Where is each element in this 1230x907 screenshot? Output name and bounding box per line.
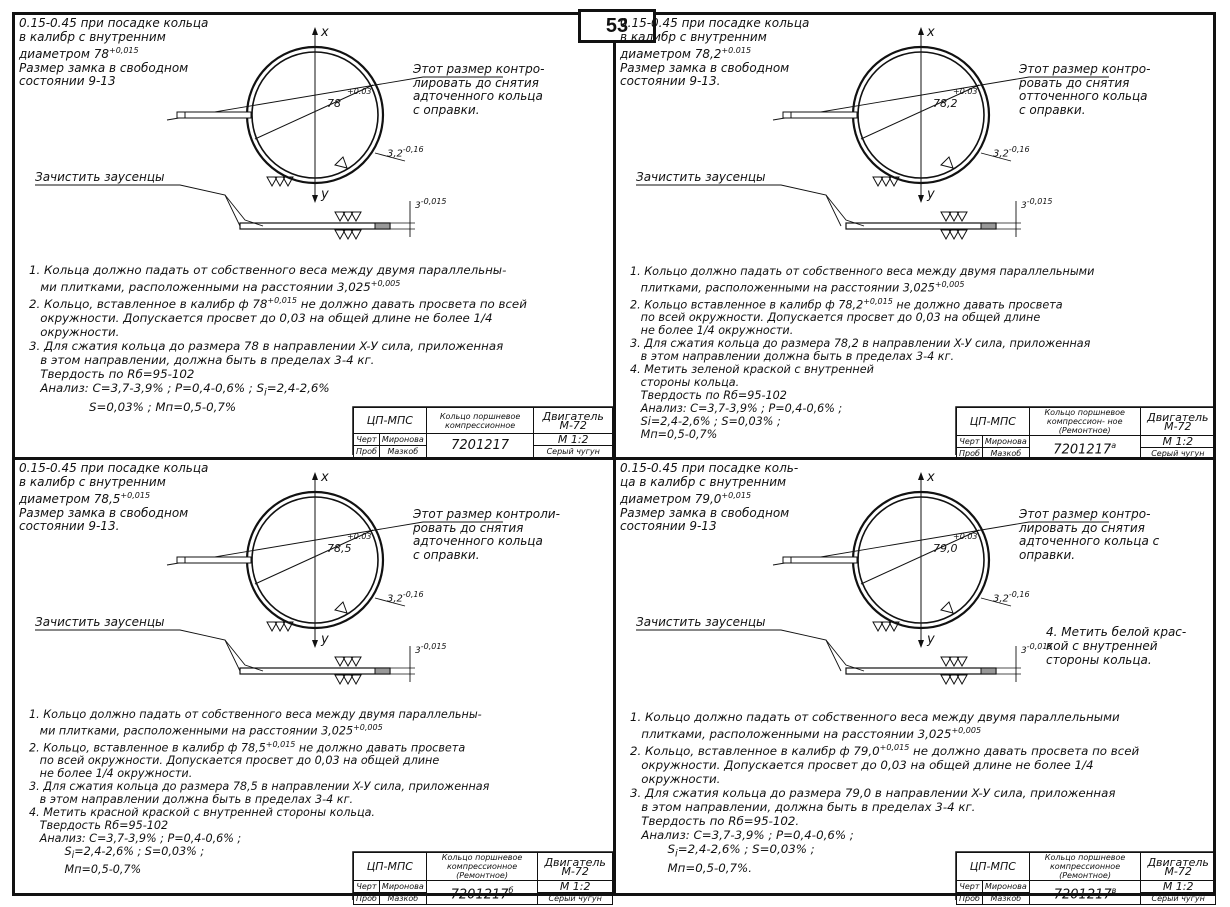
note-line: 1. Кольца должно падать от собственного веса между двумя параллельны-: [29, 263, 507, 277]
axis-x-label: x: [927, 25, 935, 40]
axis-y-arrow: [312, 195, 318, 203]
radial-label: $3,2^{-0,16}$: [387, 590, 424, 605]
drawing-tl: [15, 15, 618, 460]
axis-y-label: y: [321, 632, 329, 647]
notes-block: [630, 710, 1139, 875]
title-number: $7201217^б$: [426, 881, 538, 905]
finish-marks-bottom: [941, 675, 967, 684]
axis-x-arrow: [918, 27, 924, 35]
note-line: в этом направлении должна быть в пределах 3-4 кг.: [29, 793, 354, 807]
title-scale: М 1:2: [538, 881, 613, 893]
height-label: $3^{-0,015}$: [415, 642, 447, 656]
deburr-leader: [35, 630, 240, 671]
axis-x-label: x: [927, 470, 935, 485]
height-label: $3^{-0,015}$: [415, 197, 447, 211]
title-org: ЦП-МПС: [354, 853, 427, 881]
note-line: в этом направлении, должна быть в пределах 3-4 кг.: [29, 352, 375, 367]
note-line: ми плитками, расположенными на расстоянии $3,025^{+0,005}$: [29, 279, 401, 294]
note-line: Мп=0,5-0,7%: [630, 428, 718, 442]
lock-gap: [783, 112, 857, 118]
deburr-label: Зачистить заусенцы: [35, 170, 165, 184]
deburr-leader: [636, 630, 841, 671]
title-drawn: Черт: [354, 881, 380, 893]
right-note: Этот размер контроли- ровать до снятия адточенного кольца с оправки.: [413, 507, 560, 562]
note-line: Анализ: С=3,7-3,9% ; Р=0,4-0,6% ;: [630, 402, 843, 416]
diameter-label: 78,2: [933, 97, 958, 110]
ring-cross-section-hatch: [981, 223, 996, 229]
deburr-leader-fan: [225, 195, 263, 226]
finish-mark-triangle: [941, 602, 953, 613]
diameter-label: 78: [327, 97, 341, 110]
note-line: Анализ: С=3,7-3,9% ; Р=0,4-0,6% ; $S_i=2,4-2,6\%$: [29, 380, 330, 399]
top-note: 0.15-0.45 при посадке кольца в калибр с внутренним диаметром $78,2^{+0.015}$ Размер замка в свободном состоянии 9-13.: [620, 16, 810, 88]
title-drawn-name: Миронова: [982, 436, 1029, 448]
top-note: 0.15-0.45 при посадке кольца в калибр с внутренним диаметром $78,5^{+0,015}$ Размер замка в свободном состоянии 9-13.: [19, 461, 209, 533]
title-block: [956, 407, 1216, 460]
title-part-name: Кольцо поршневое компрессионное: [426, 408, 534, 434]
title-checked-name: Мазкоб: [982, 448, 1029, 460]
top-note: 0.15-0.45 при посадке коль- ца в калибр с внутренним диаметром $79,0^{+0,015}$ Размер замка в свободном состоянии 9-13: [620, 461, 799, 533]
diameter-label: 78,5: [327, 542, 352, 555]
lock-gap: [177, 112, 251, 118]
title-material: Серый чугун: [1141, 893, 1216, 905]
drawing-tr: [616, 15, 1219, 460]
note-line: 2. Кольцо вставленное в калибр ф $78,2^{+0,015}$ не должно давать просвета: [630, 296, 1063, 312]
radial-label: $3,2^{-0,16}$: [387, 145, 424, 160]
note-line: не более 1/4 окружности.: [29, 767, 193, 781]
notes-block: [29, 263, 527, 414]
title-scale: М 1:2: [1141, 881, 1216, 893]
title-checked: Проб: [354, 893, 380, 905]
finish-marks-bottom: [335, 230, 361, 239]
title-checked: Проб: [957, 893, 983, 905]
note-line: S=0,03% ; Мп=0,5-0,7%: [29, 400, 237, 415]
note-line: 3. Для сжатия кольца до размера 78,2 в направлении X-У сила, приложенная: [630, 337, 1091, 351]
finish-marks-bottom: [941, 230, 967, 239]
deburr-label: Зачистить заусенцы: [636, 170, 766, 184]
deburr-leader: [35, 185, 240, 226]
ring-cross-section: [846, 668, 996, 674]
finish-marks-top: [335, 657, 361, 666]
top-note: 0.15-0.45 при посадке кольца в калибр с внутренним диаметром $78^{+0,015}$ Размер замка в свободном состоянии 9-13: [19, 16, 209, 88]
note-line: по всей окружности. Допускается просвет до 0,03 на общей длине: [630, 311, 1041, 325]
title-part-name: Кольцо поршневое компрессионное (Ремонтное): [426, 853, 538, 881]
ring-cross-section-hatch: [375, 668, 390, 674]
title-org: ЦП-МПС: [957, 853, 1030, 881]
radial-label: $3,2^{-0,16}$: [993, 145, 1030, 160]
title-number: 7201217: [426, 434, 534, 458]
note-line: окружности.: [29, 324, 120, 339]
title-scale: М 1:2: [1140, 436, 1215, 448]
note-line: 3. Для сжатия кольца до размера 79,0 в направлении X-У сила, приложенная: [630, 785, 1116, 800]
title-block: [956, 852, 1216, 905]
lock-gap: [177, 557, 251, 563]
deburr-label: Зачистить заусенцы: [636, 615, 766, 629]
finish-mark-triangle: [941, 157, 953, 168]
axis-x-label: x: [321, 25, 329, 40]
note-line: Si=2,4-2,6% ; S=0,03% ;: [630, 415, 781, 429]
note-line: стороны кольца.: [630, 376, 740, 390]
ring-cross-section: [846, 223, 996, 229]
diameter-label: 79,0: [933, 542, 958, 555]
notes-block: [29, 708, 489, 876]
note-line: Твердость Rб=95-102: [29, 819, 169, 833]
axis-y-arrow: [918, 195, 924, 203]
tolerance-small: +0.03: [953, 532, 978, 541]
note-line: в этом направлении должна быть в пределах 3-4 кг.: [630, 350, 955, 364]
title-drawn-name: Миронова: [379, 881, 426, 893]
note-line: Твердость по Rб=95-102: [29, 366, 195, 381]
title-checked: Проб: [957, 448, 983, 460]
right-note: Этот размер контро- лировать до снятия адточенного кольца с оправки.: [413, 62, 545, 117]
note-line: ми плитками, расположенными на расстоянии $3,025^{+0,005}$: [29, 723, 383, 738]
note-line: окружности. Допускается просвет до 0,03 на общей длине не более 1/4: [630, 757, 1094, 772]
deburr-label: Зачистить заусенцы: [35, 615, 165, 629]
title-part-name: Кольцо поршневое компрессионное (Ремонтное): [1029, 853, 1141, 881]
note-line: Твердость по Rб=95-102: [630, 389, 787, 403]
title-checked-name: Мазкоб: [982, 893, 1029, 905]
title-scale: М 1:2: [534, 434, 613, 446]
title-drawn-name: Миронова: [379, 434, 426, 446]
title-org: ЦП-МПС: [957, 408, 1030, 436]
deburr-leader-fan: [225, 640, 263, 671]
title-drawn: Черт: [957, 436, 983, 448]
note-line: Твердость по Rб=95-102.: [630, 813, 800, 828]
note-line: 4. Метить красной краской с внутренней стороны кольца.: [29, 806, 375, 820]
ring-cross-section-hatch: [375, 223, 390, 229]
mark-note: 4. Метить белой крас- кой с внутренней стороны кольца.: [1046, 625, 1187, 667]
title-drawn-name: Миронова: [982, 881, 1029, 893]
deburr-leader-fan: [826, 640, 864, 671]
note-line: Анализ: С=3,7-3,9% ; Р=0,4-0,6% ;: [630, 827, 854, 842]
drawing-br: [616, 460, 1219, 905]
note-line: Мп=0,5-0,7%.: [630, 861, 753, 876]
tolerance-small: +0.03: [347, 87, 372, 96]
title-engine: Двигатель М-72: [1140, 408, 1215, 436]
finish-marks-bottom: [335, 675, 361, 684]
radial-label: $3,2^{-0,16}$: [993, 590, 1030, 605]
title-block: [353, 407, 613, 458]
height-label: $3^{-0,015}$: [1021, 642, 1053, 656]
title-org: ЦП-МПС: [354, 408, 427, 434]
height-label: $3^{-0,015}$: [1021, 197, 1053, 211]
axis-y-arrow: [312, 640, 318, 648]
axis-x-arrow: [312, 472, 318, 480]
title-drawn: Черт: [354, 434, 380, 446]
title-material: Серый чугун: [534, 446, 613, 458]
tolerance-small: +0.03: [347, 532, 372, 541]
note-line: плитками, расположенными на расстоянии $3,025^{+0,005}$: [630, 726, 982, 741]
axis-y-arrow: [918, 640, 924, 648]
note-line: 1. Кольцо должно падать от собственного веса между двумя параллельны-: [29, 708, 482, 721]
title-material: Серый чугун: [538, 893, 613, 905]
title-checked-name: Мазкоб: [379, 893, 426, 905]
ring-cross-section-hatch: [981, 668, 996, 674]
finish-mark-triangle: [335, 602, 347, 613]
note-line: Анализ: С=3,7-3,9% ; Р=0,4-0,6% ;: [29, 832, 242, 846]
note-line: 3. Для сжатия кольца до размера 78 в направлении X-У сила, приложенная: [29, 338, 504, 353]
drawing-bl: [15, 460, 618, 905]
finish-mark-triangle: [335, 157, 347, 168]
axis-y-label: y: [927, 187, 935, 202]
title-checked: Проб: [354, 446, 380, 458]
page-number: 53: [578, 9, 656, 43]
note-line: по всей окружности. Допускается просвет до 0,03 на общей длине: [29, 754, 440, 768]
note-line: Мп=0,5-0,7%: [29, 862, 142, 876]
title-part-name: Кольцо поршневое компрессион- ное (Ремонтное): [1029, 408, 1140, 436]
axis-x-label: x: [321, 470, 329, 485]
right-note: Этот размер контро- лировать до снятия адточенного кольца с оправки.: [1019, 507, 1160, 562]
title-material: Серый чугун: [1140, 448, 1215, 460]
axis-y-label: y: [321, 187, 329, 202]
title-number: $7201217^а$: [1029, 436, 1140, 460]
note-line: 2. Кольцо, вставленное в калибр ф $78^{+0,015}$ не должно давать просвета по всей: [29, 295, 527, 311]
right-note: Этот размер контро- ровать до снятия отточенного кольца с оправки.: [1019, 62, 1151, 117]
finish-marks-top: [941, 657, 967, 666]
title-drawn: Черт: [957, 881, 983, 893]
axis-x-arrow: [312, 27, 318, 35]
note-line: $S_i=2,4-2,6\%$ ; S=0,03% ;: [29, 845, 205, 862]
note-line: 1. Кольцо должно падать от собственного веса между двумя параллельными: [630, 710, 1120, 724]
note-line: $S_i=2,4-2,6\%$ ; S=0,03% ;: [630, 841, 815, 860]
note-line: 2. Кольцо, вставленное в калибр ф $79,0^{+0,015}$ не должно давать просвета по всей: [630, 742, 1140, 758]
note-line: окружности. Допускается просвет до 0,03 на общей длине не более 1/4: [29, 310, 493, 325]
note-line: плитками, расположенными на расстоянии $3,025^{+0,005}$: [630, 280, 965, 295]
finish-marks-top: [335, 212, 361, 221]
note-line: 4. Метить зеленой краской с внутренней: [630, 363, 874, 377]
title-block: [353, 852, 613, 905]
note-line: в этом направлении, должна быть в пределах 3-4 кг.: [630, 799, 976, 814]
tolerance-small: +0.03: [953, 87, 978, 96]
note-line: 1. Кольцо должно падать от собственного веса между двумя параллельными: [630, 265, 1095, 278]
note-line: не более 1/4 окружности.: [630, 324, 794, 338]
deburr-leader: [636, 185, 841, 226]
title-engine: Двигатель М-72: [1141, 853, 1216, 881]
note-line: 2. Кольцо, вставленное в калибр ф $78,5^{+0,015}$ не должно давать просвета: [29, 739, 466, 755]
axis-x-arrow: [918, 472, 924, 480]
title-engine: Двигатель М-72: [538, 853, 613, 881]
title-checked-name: Мазкоб: [379, 446, 426, 458]
lock-gap: [783, 557, 857, 563]
note-line: окружности.: [630, 771, 721, 786]
note-line: 3. Для сжатия кольца до размера 78,5 в направлении X-У сила, приложенная: [29, 780, 490, 794]
finish-marks-top: [941, 212, 967, 221]
deburr-leader-fan: [826, 195, 864, 226]
axis-y-label: y: [927, 632, 935, 647]
title-engine: Двигатель М-72: [534, 408, 613, 434]
title-number: $7201217^в$: [1029, 881, 1141, 905]
